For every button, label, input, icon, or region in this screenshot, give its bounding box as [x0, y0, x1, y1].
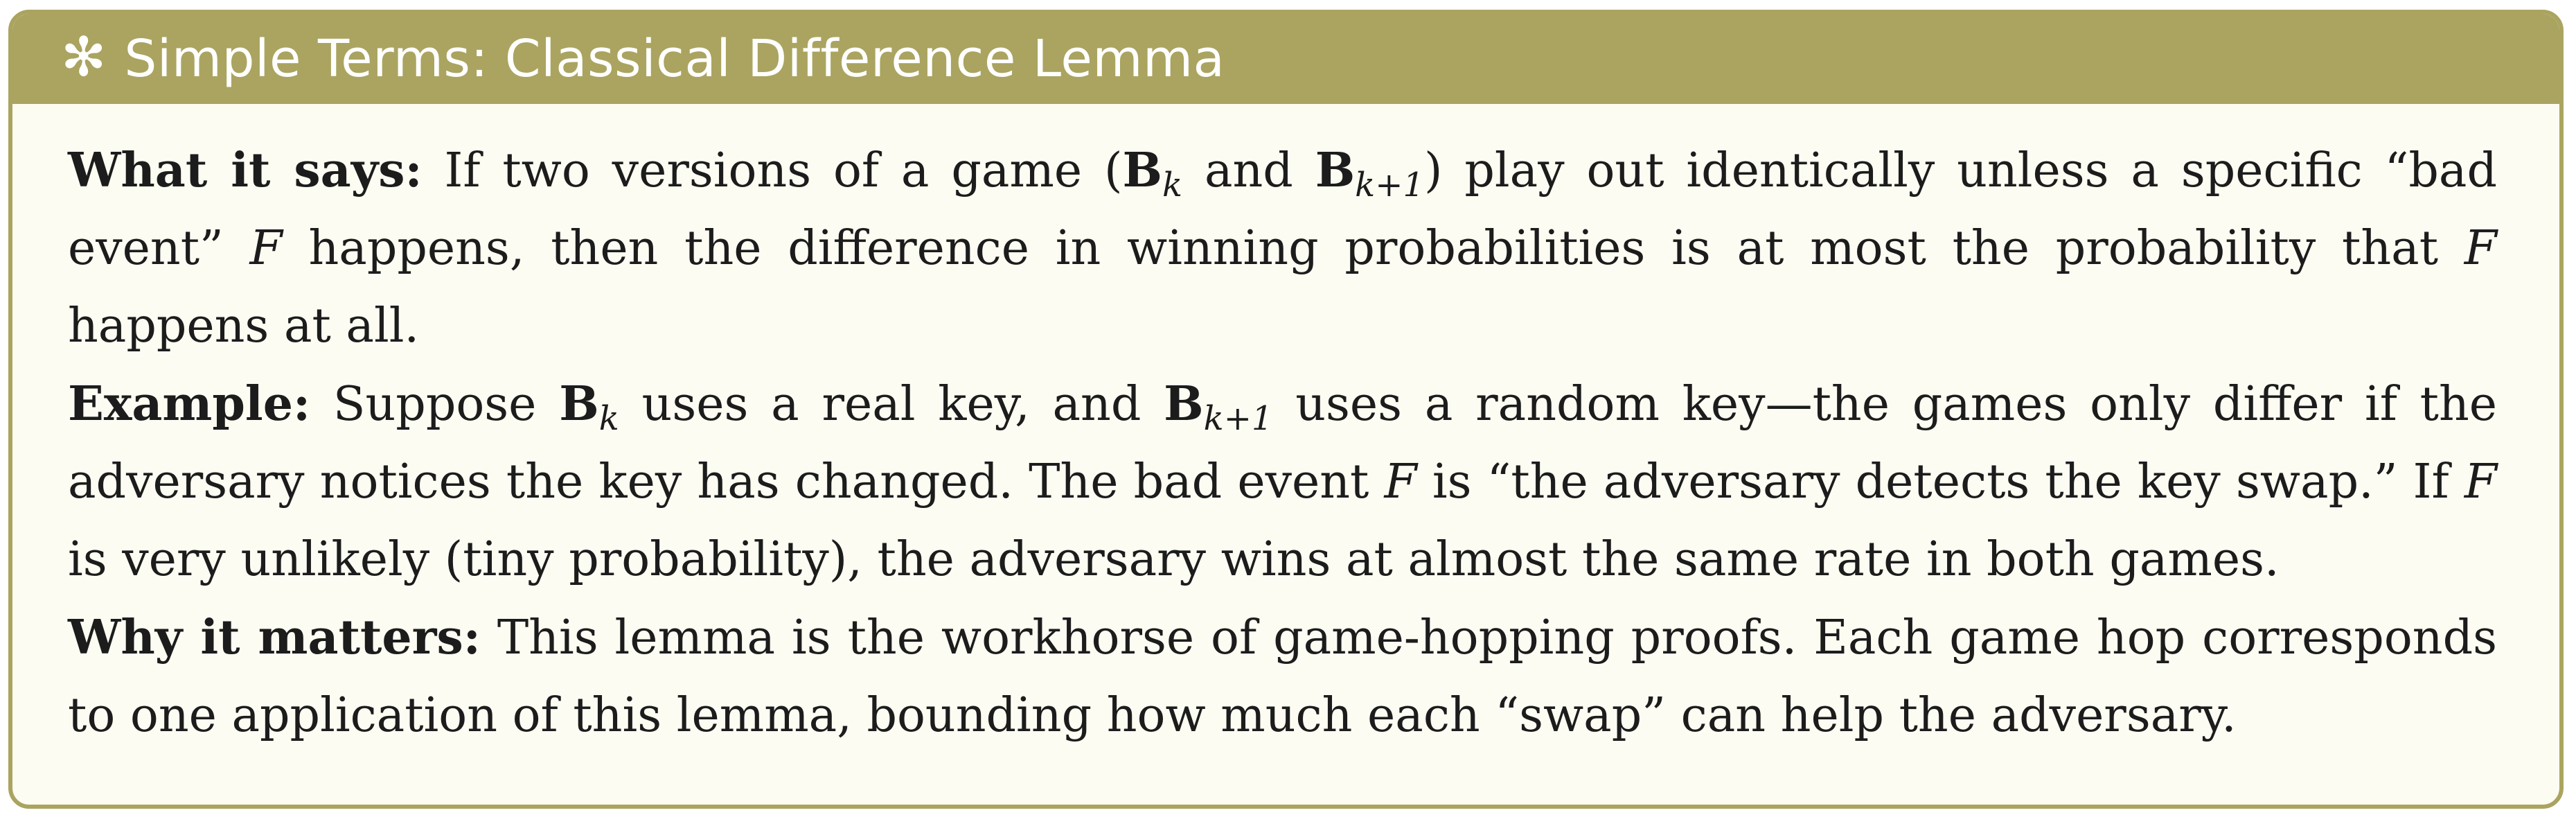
body-text: uses a random key—the games only differ if the adversary notices the key has changed. The bad event	[68, 377, 2497, 509]
math-bold-symbol: B	[1122, 143, 1162, 198]
math-italic-symbol: F	[2464, 455, 2497, 509]
body-text: ) play out identically unless a specific “bad event”	[68, 143, 2497, 276]
body-text: uses a real key, and	[619, 377, 1164, 432]
why-it-matters-paragraph	[68, 599, 2497, 755]
body-text: happens, then the difference in winning probabilities is at most the probability that	[282, 221, 2464, 276]
math-subscript: k	[598, 399, 619, 438]
box-header	[12, 14, 2559, 104]
math-italic-symbol: F	[1384, 455, 1417, 509]
body-text: happens at all.	[68, 299, 420, 353]
box-title: Simple Terms: Classical Difference Lemma	[124, 29, 1225, 89]
body-text: Suppose	[310, 377, 560, 432]
section-label: What it says:	[68, 143, 423, 198]
body-text: is very unlikely (tiny probability), the adversary wins at almost the same rate in both games.	[68, 532, 2280, 587]
math-subscript: k+1	[1355, 166, 1425, 204]
math-bold-symbol: B	[559, 376, 599, 432]
asterisk-icon: ✻	[61, 26, 107, 89]
math-bold-symbol: B	[1315, 143, 1356, 198]
body-text: is “the adversary detects the key swap.” If	[1416, 455, 2464, 509]
body-text: and	[1182, 143, 1315, 198]
section-label: Why it matters:	[68, 610, 481, 665]
box-content	[12, 104, 2559, 755]
simple-terms-box	[8, 10, 2564, 809]
body-text: If two versions of a game (	[422, 143, 1123, 198]
what-it-says-paragraph	[68, 132, 2497, 365]
math-subscript: k	[1162, 166, 1183, 204]
example-paragraph	[68, 365, 2497, 599]
body-text: This lemma is the workhorse of game-hopping proofs. Each game hop corresponds to one application of this lemma, bounding how much each “swap” can help the adversary.	[68, 611, 2497, 743]
section-label: Example:	[68, 376, 311, 432]
math-italic-symbol: F	[2464, 221, 2497, 276]
math-subscript: k+1	[1203, 399, 1273, 438]
math-italic-symbol: F	[249, 221, 283, 276]
math-bold-symbol: B	[1164, 376, 1204, 432]
